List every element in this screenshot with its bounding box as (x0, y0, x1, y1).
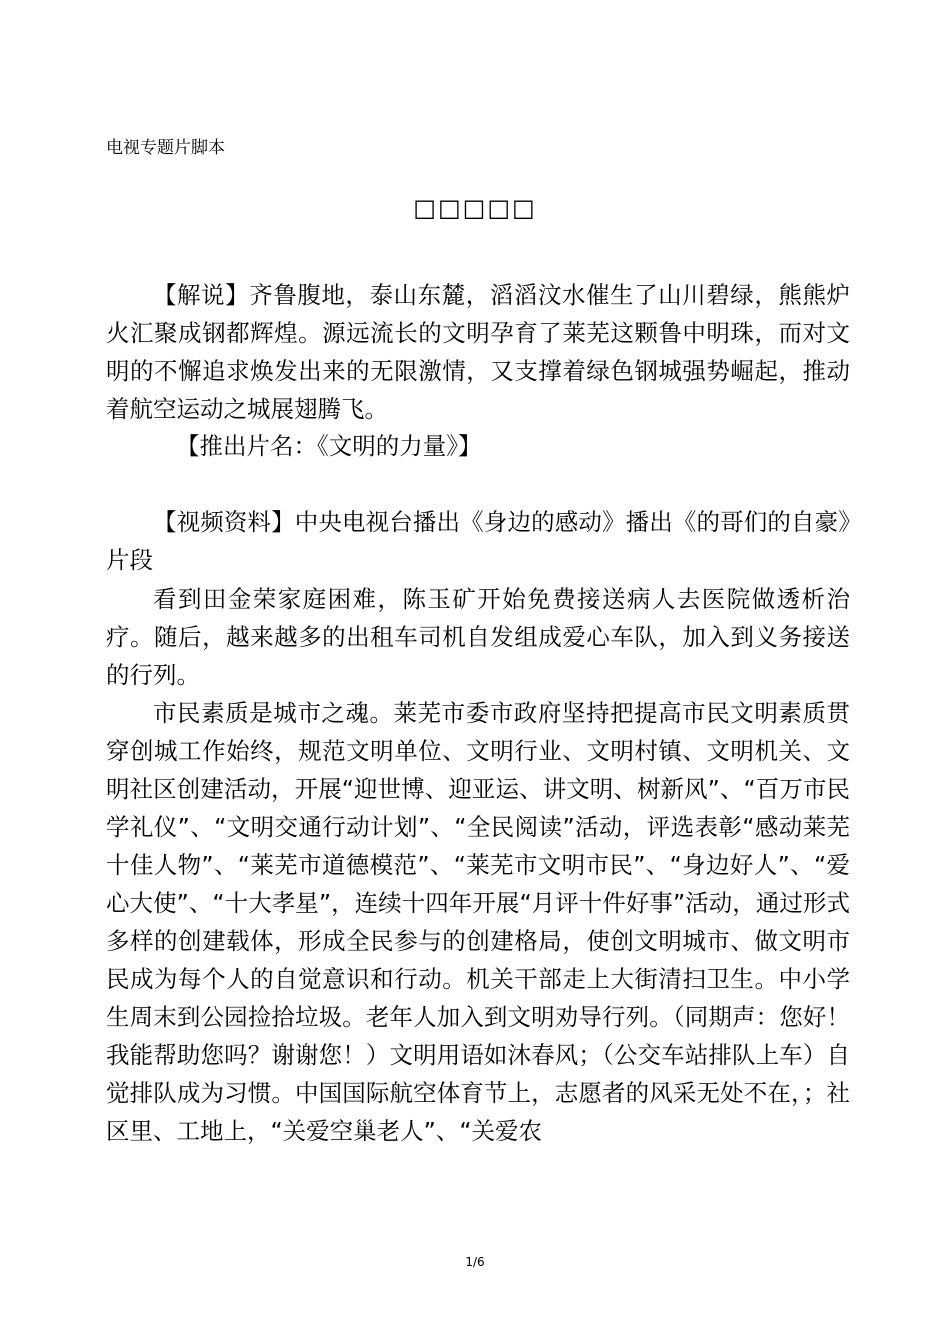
document-title: □□□□□ (413, 194, 537, 222)
paragraph-city-civilization: 市民素质是城市之魂。莱芜市委市政府坚持把提高市民文明素质贯穿创城工作始终，规范文明单位、文明行业、文明村镇、文明机关、文明社区创建活动，开展“迎世博、迎亚运、讲文明、树新风”、“百万市民学礼仪”、“文明交通行动计划”、“全民阅读”活动，评选表彰“感动莱芜十佳人物”、“莱芜市道德模范”、“莱芜市文明市民”、“身边好人”、“爱心大使”、“十大孝星”，连续十四年开展“月评十件好事”活动，通过形式多样的创建载体，形成全民参与的创建格局，使创文明城市、做文明市民成为每个人的自觉意识和行动。机关干部走上大街清扫卫生。中小学生周末到公园捡拾垃圾。老年人加入到文明劝导行列。（同期声：您好！我能帮助您吗？谢谢您！）文明用语如沐春风；（公交车站排队上车）自觉排队成为习惯。中国国际航空体育节上，志愿者的风采无处不在，；社区里、工地上，“关爱空巢老人”、“关爱农 (106, 699, 850, 1145)
paragraph-video-material: 【视频资料】中央电视台播出《身边的感动》播出《的哥们的自豪》片段 (106, 508, 850, 574)
paragraph-film-title: 【推出片名：《文明的力量》】 (176, 432, 482, 460)
paragraph-intro: 【解说】齐鲁腹地，泰山东麓，滔滔汶水催生了山川碧绿，熊熊炉火汇聚成钢都辉煌。源远流长的文明孕育了莱芜这颗鲁中明珠，而对文明的不懈追求焕发出来的无限激情，又支撑着绿色钢城强势崛起，推动着航空运动之城展翅腾飞。 (106, 281, 850, 423)
paragraph-story: 看到田金荣家庭困难，陈玉矿开始免费接送病人去医院做透析治疗。随后，越来越多的出租车司机自发组成爱心车队，加入到义务接送的行列。 (106, 585, 850, 689)
document-label: 电视专题片脚本 (106, 138, 225, 158)
page-number: 1/6 (465, 1255, 485, 1269)
